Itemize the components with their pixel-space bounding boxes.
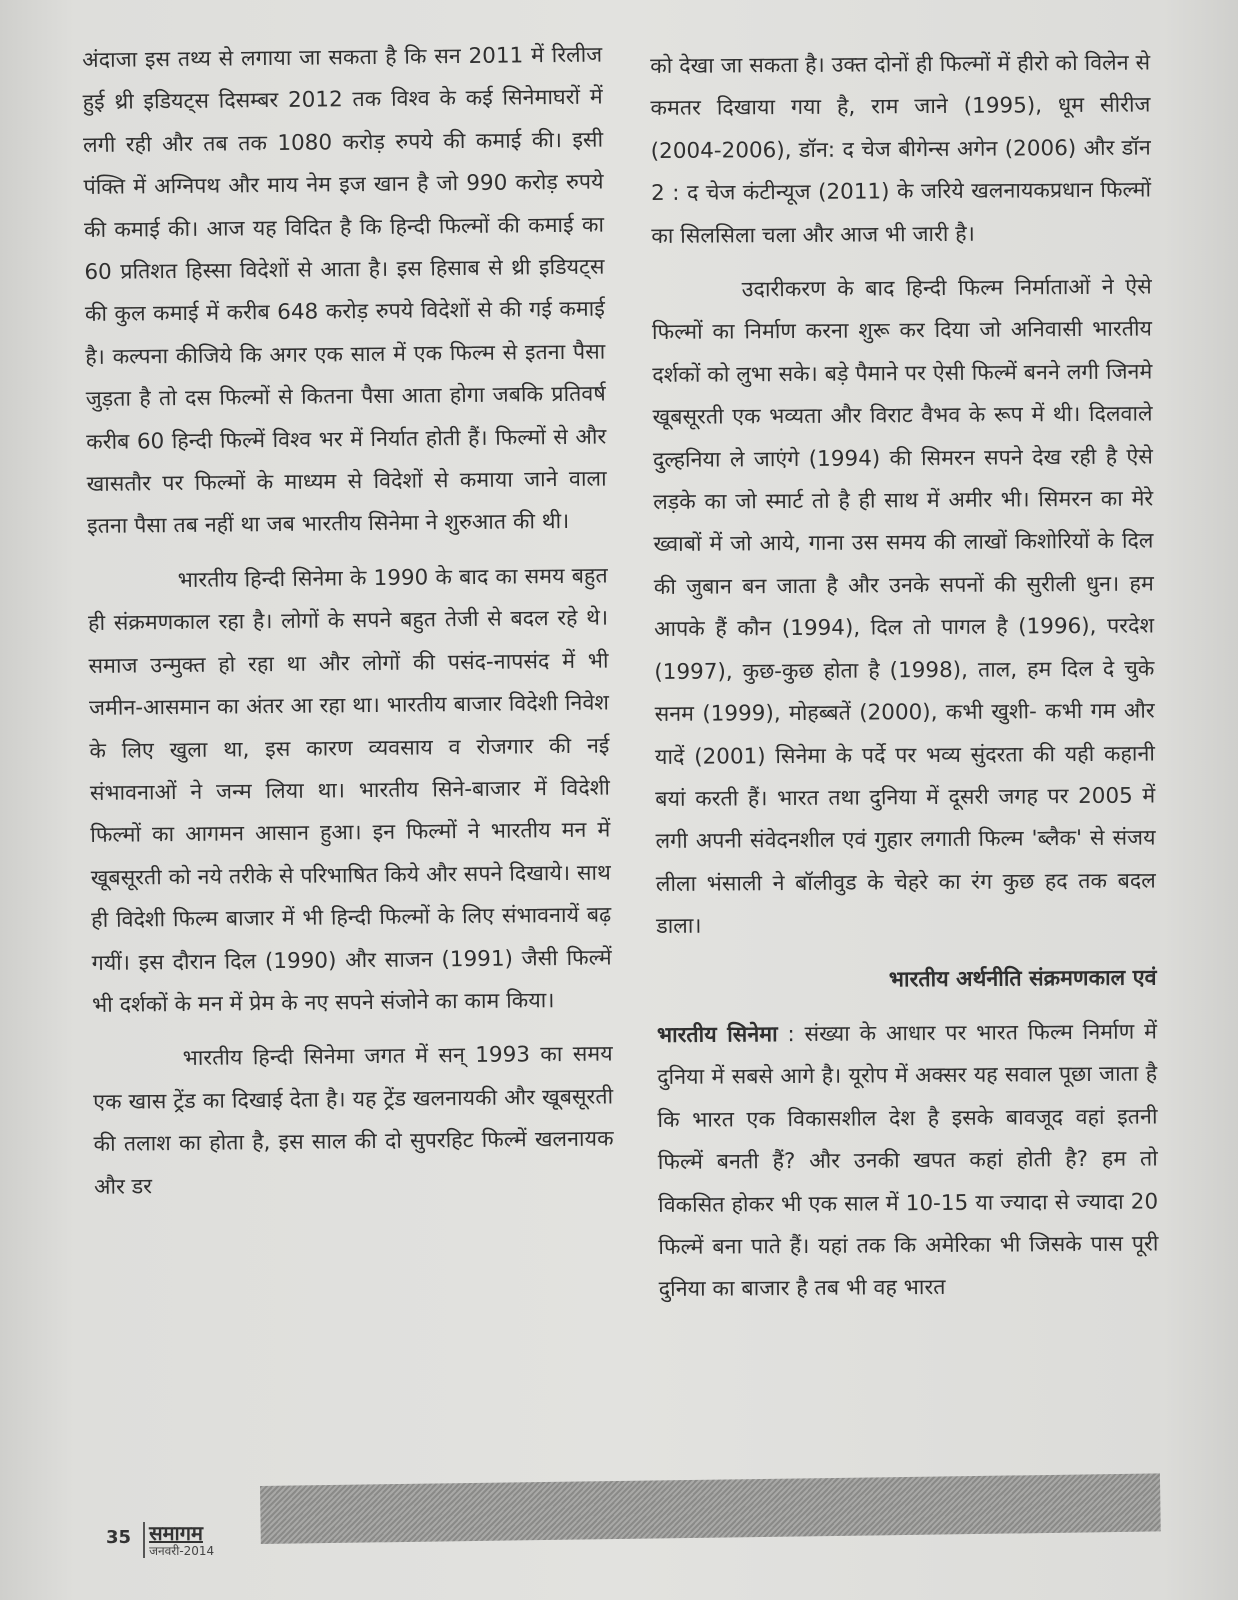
page-number: 35 — [106, 1527, 132, 1548]
page-footer — [106, 1518, 214, 1558]
section-heading-continued: भारतीय सिनेमा — [656, 1022, 778, 1048]
section-heading: भारतीय अर्थनीति संक्रमणकाल एवं — [888, 965, 1157, 992]
right-paragraph-3-text: : संख्या के आधार पर भारत फिल्म निर्माण में दुनिया में सबसे आगे है। यूरोप में अक्सर यह सवाल पूछा जाता है कि भारत एक विकासशील देश है इसके बावजूद वहां इतनी फिल्में बनती हैं? और उनकी खपत कहां होती है? हम तो विकसित होकर भी एक साल में 10-15 या ज्यादा से ज्यादा 20 फिल्में बना पाते हैं। यहां तक कि अमेरिका भी जिसके पास पूरी दुनिया का बाजार है तब भी वह भारत — [657, 1019, 1159, 1303]
right-paragraph-2: उदारीकरण के बाद हिन्दी फिल्म निर्माताओं ने ऐसे फिल्मों का निर्माण करना शुरू कर दिया जो अनिवासी भारतीय दर्शकों को लुभा सके। बड़े पैमाने पर ऐसी फिल्में बनने लगी जिनमे खूबसूरती एक भव्यता और विराट वैभव के रूप में थी। दिलवाले दुल्हनिया ले जाएंगे (1994) की सिमरन सपने देख रही है ऐसे लड़के का जो स्मार्ट तो है ही साथ में अमीर भी। सिमरन का मेरे ख्वाबों में जो आये, गाना उस समय की लाखों किशोरियों के दिल की जुबान बन जाता है और उनके सपनों की सुरीली धुन। हम आपके हैं कौन (1994), दिल तो पागल है (1996), परदेश (1997), कुछ-कुछ होता है (1998), ताल, हम दिल दे चुके सनम (1999), मोहब्बतें (2000), कभी खुशी- कभी गम और यादें (2001) सिनेमा के पर्दे पर भव्य सुंदरता की यही कहानी बयां करती हैं। भारत तथा दुनिया में दूसरी जगह पर 2005 में लगी अपनी संवेदनशील एवं गुहार लगाती फिल्म 'ब्लैक' से संजय लीला भंसाली ने बॉलीवुड के चेहरे का रंग कुछ हद तक बदल डाला। — [651, 274, 1156, 940]
right-paragraph-1: को देखा जा सकता है। उक्त दोनों ही फिल्मों में हीरो को विलेन से कमतर दिखाया गया है, राम जाने (1995), धूम सीरीज (2004-2006), डॉन: द चेज बीगेन्स अगेन (2006) और डॉन 2 : द चेज कंटीन्यूज (2011) के जरिये खलनायकप्रधान फिल्मों का सिलसिला चला और आज भी जारी है। — [650, 50, 1152, 249]
magazine-masthead — [143, 1522, 214, 1558]
right-paragraph-3 — [657, 1011, 1159, 1311]
magazine-name: समागम — [149, 1521, 203, 1545]
left-paragraph-2: भारतीय हिन्दी सिनेमा के 1990 के बाद का समय बहुत ही संक्रमणकाल रहा है। लोगों के सपने बहुत तेजी से बदल रहे थे। समाज उन्मुक्त हो रहा था और लोगों की पसंद-नापसंद में भी जमीन-आसमान का अंतर आ रहा था। भारतीय बाजार विदेशी निवेश के लिए खुला था, इस कारण व्यवसाय व रोजगार की नई संभावनाओं ने जन्म लिया था। भारतीय सिने-बाजार में विदेशी फिल्मों का आगमन आसान हुआ। इन फिल्मों ने भारतीय मन में खूबसूरती को नये तरीके से परिभाषित किये और सपने दिखाये। साथ ही विदेशी फिल्म बाजार में भी हिन्दी फिल्मों के लिए संभावनायें बढ़ गयीं। इस दौरान दिल (1990) और साजन (1991) जैसी फिल्में भी दर्शकों के मन में प्रेम के नए सपने संजोने का काम किया। — [87, 563, 612, 1018]
footer-hatched-bar — [260, 1473, 1161, 1544]
left-column — [82, 35, 614, 1221]
right-column — [650, 43, 1159, 1324]
left-paragraph-1: अंदाजा इस तथ्य से लगाया जा सकता है कि सन 2011 में रिलीज हुई थ्री इडियट्स दिसम्बर 2012 तक विश्व के कई सिनेमाघरों में लगी रही और तब तक 1080 करोड़ रुपये की कमाई की। इसी पंक्ति में अग्निपथ और माय नेम इज खान है जो 990 करोड़ रुपये की कमाई की। आज यह विदित है कि हिन्दी फिल्मों की कमाई का 60 प्रतिशत हिस्सा विदेशों से आता है। इस हिसाब से थ्री इडियट्स की कुल कमाई में करीब 648 करोड़ रुपये विदेशों से की गई कमाई है। कल्पना कीजिये कि अगर एक साल में एक फिल्म से इतना पैसा जुड़ता है तो दस फिल्मों से कितना पैसा आता होगा जबकि प्रतिवर्ष करीब 60 हिन्दी फिल्में विश्व भर में निर्यात होती हैं। फिल्मों से और खासतौर पर फिल्मों के माध्यम से विदेशों से कमाया जाने वाला इतना पैसा तब नहीं था जब भारतीय सिनेमा ने शुरुआत की थी। — [82, 42, 607, 540]
magazine-issue-date: जनवरी-2014 — [149, 1544, 215, 1558]
left-paragraph-3: भारतीय हिन्दी सिनेमा जगत में सन् 1993 का समय एक खास ट्रेंड का दिखाई देता है। यह ट्रेंड खलनायकी और खूबसूरती की तलाश का होता है, इस साल की दो सुपरहिट फिल्में खलनायक और डर — [92, 1041, 614, 1200]
